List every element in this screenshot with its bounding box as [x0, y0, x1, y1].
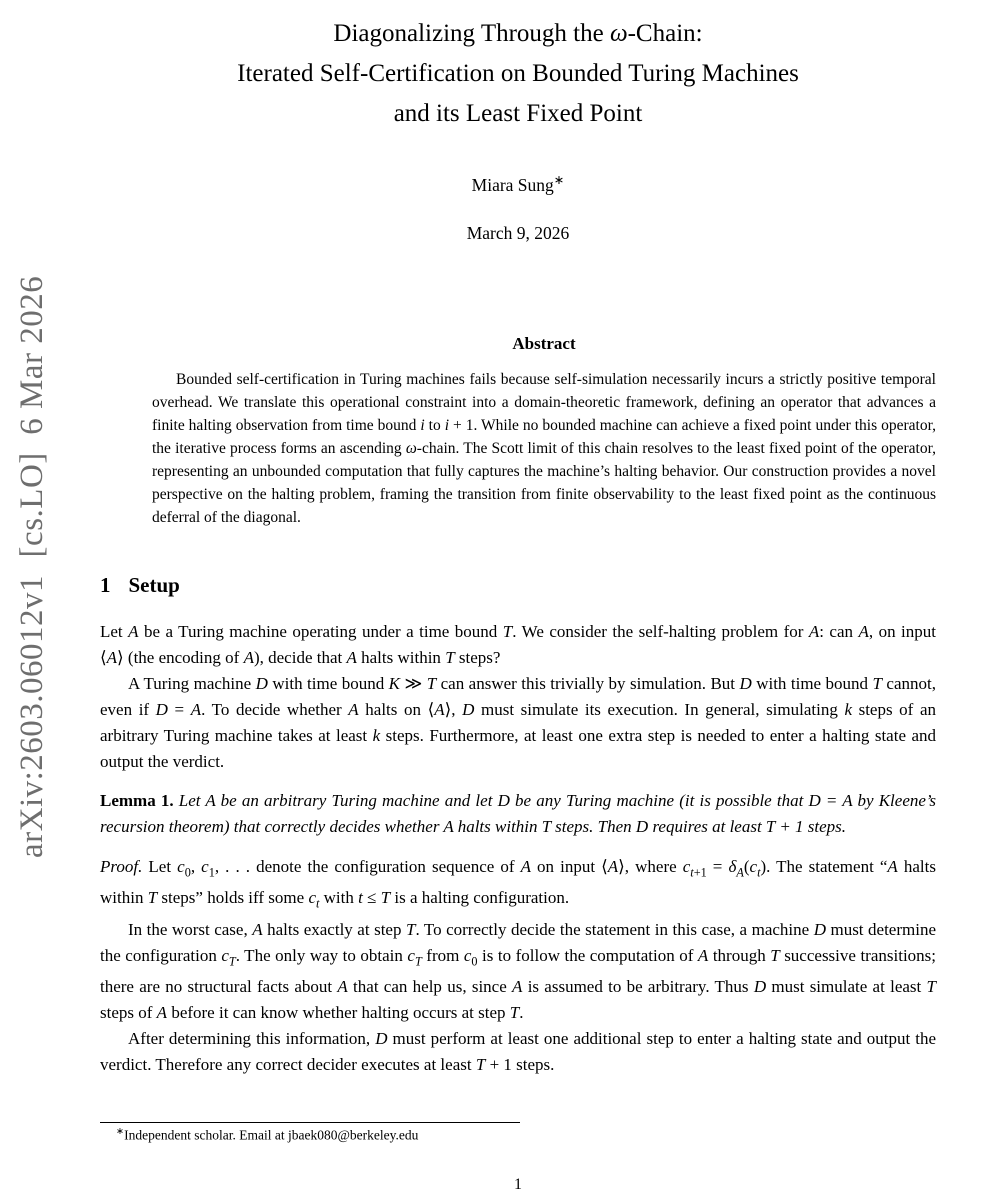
- section-1-heading: [100, 573, 936, 598]
- footnote-text: ∗Independent scholar. Email at jbaek080@berkeley.edu: [116, 1126, 419, 1143]
- page-number: 1: [514, 1176, 522, 1193]
- abstract-heading: Abstract: [512, 333, 576, 353]
- arxiv-watermark: arXiv:2603.06012v1 [cs.LO] 6 Mar 2026: [14, 275, 50, 858]
- footnote-block: [100, 1122, 936, 1144]
- author-name: Miara Sung∗: [471, 173, 565, 195]
- paper-title: Diagonalizing Through the ω-Chain: Iterated Self-Certification on Bounded Turing Machines and its Least Fixed Point: [237, 20, 799, 127]
- paper-date: March 9, 2026: [466, 222, 570, 243]
- section-1-title: Setup: [128, 572, 180, 597]
- proof-paragraph-3: After determining this information, D must perform at least one additional step to enter a halting state and output the verdict. Therefore any correct decider executes at least T + 1 steps.: [100, 1029, 936, 1074]
- paper-content: [100, 0, 936, 1078]
- abstract-section: [152, 334, 936, 529]
- body-paragraph-2: A Turing machine D with time bound K ≫ T can answer this trivially by simulation. But D with time bound T cannot, even if D = A. To decide whether A halts on ⟨A⟩, D must simulate its execution. In general, simulating k steps of an arbitrary Turing machine takes at least k steps. Furthermore, at least one extra step is needed to enter a halting state and output the verdict.: [100, 673, 936, 771]
- proof-paragraph-1: Proof. Let $c_0$, $c_1$, . . . denote the configuration sequence of A on input ⟨A⟩, where $c_{t+1} = \delta_A(c_t)$. The statement “A halts within T steps” holds iff some $c_t$ with t ≤ T is a halting configuration.: [100, 856, 936, 911]
- lemma-1: Lemma 1. Let A be an arbitrary Turing machine and let D be any Turing machine (it is possible that D = A by Kleene’s recursion theorem) that correctly decides whether A halts within T steps. Then D requires at least T + 1 steps.: [100, 790, 936, 837]
- abstract-text: Bounded self-certification in Turing machines fails because self-simulation necessarily incurs a strictly positive temporal overhead. We translate this operational constraint into a domain-theoretic framework, defining an operator that advances a finite halting observation from time bound i to i + 1. While no bounded machine can achieve a fixed point under this operator, the iterative process forms an ascending ω-chain. The Scott limit of this chain resolves to the least fixed point of the operator, representing an unbounded computation that fully captures the machine’s halting behavior. Our construction provides a novel perspective on the halting problem, framing the transition from finite observability to the least fixed point as the continuous deferral of the diagonal.: [152, 370, 937, 526]
- body-paragraph-1: Let A be a Turing machine operating under a time bound T. We consider the self-halting problem for A: can A, on input ⟨A⟩ (the encoding of A), decide that A halts within T steps?: [100, 621, 936, 667]
- proof-paragraph-2: In the worst case, A halts exactly at step T. To correctly decide the statement in this case, a machine D must determine the configuration $c_T$. The only way to obtain $c_T$ from $c_0$ is to follow the computation of A through T successive transitions; there are no structural facts about A that can help us, since A is assumed to be arbitrary. Thus D must simulate at least T steps of A before it can know whether halting occurs at step T.: [100, 919, 937, 1022]
- footnote-rule: [100, 1122, 520, 1123]
- section-1-number: 1: [100, 572, 111, 597]
